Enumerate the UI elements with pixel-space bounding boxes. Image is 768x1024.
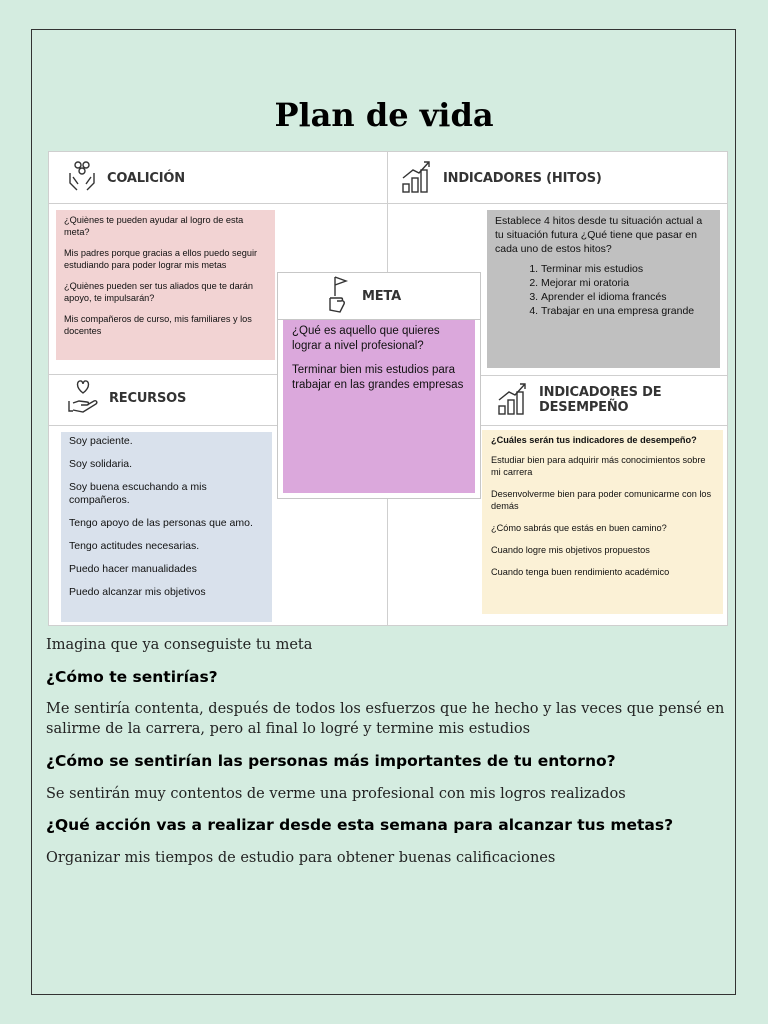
hitos-header <box>401 158 602 198</box>
canvas-left-header-divider <box>49 425 277 426</box>
flag-hand-icon <box>326 274 352 318</box>
hitos-intro: Establece 4 hitos desde tu situación actual a tu situación futura ¿Qué tiene que pasar en cada uno de estos hitos? <box>495 215 703 255</box>
heart-hand-icon <box>67 377 99 419</box>
hitos-header-label: INDICADORES (HITOS) <box>443 170 602 186</box>
question-2: ¿Cómo se sentirían las personas más importantes de tu entorno? <box>46 752 616 770</box>
recursos-header-label: RECURSOS <box>109 390 187 406</box>
coalicion-item: Mis padres porque gracias a ellos puedo seguir estudiando para poder lograr mis metas <box>64 248 258 270</box>
recursos-item: Soy paciente. <box>69 435 133 447</box>
canvas-right-mid-divider <box>481 375 728 376</box>
growth-chart-icon <box>497 380 529 420</box>
answer-2: Se sentirán muy contentos de verme una profesional con mis logros realizados <box>46 786 626 802</box>
desempeno-header <box>497 380 727 420</box>
meta-header-area <box>278 273 480 320</box>
hitos-list-item: 1. Terminar mis estudios <box>541 262 712 276</box>
hitos-list-item: 4. Trabajar en una empresa grande <box>541 304 712 318</box>
desempeno-item: Desenvolverme bien para poder comunicarme con los demás <box>491 489 712 511</box>
canvas-top-divider <box>49 203 728 204</box>
hitos-list <box>495 262 712 318</box>
hands-people-icon <box>67 159 97 197</box>
question-3: ¿Qué acción vas a realizar desde esta semana para alcanzar tus metas? <box>46 816 674 834</box>
reflection-intro: Imagina que ya conseguiste tu meta <box>46 637 313 653</box>
recursos-item: Soy buena escuchando a mis compañeros. <box>69 481 207 506</box>
coalicion-header-label: COALICIÓN <box>107 170 185 186</box>
coalicion-header <box>67 160 185 196</box>
page-title: Plan de vida <box>274 96 494 134</box>
coalicion-item: Mis compañeros de curso, mis familiares y los docentes <box>64 314 252 336</box>
meta-box <box>283 320 475 493</box>
coalicion-item: ¿Quiènes te pueden ayudar al logro de esta meta? <box>64 215 244 237</box>
answer-1: Me sentiría contenta, después de todos los esfuerzos que he hecho y las veces que pensé en salirme de la carrera, pero al final lo logré y termine mis estudios <box>46 701 725 737</box>
desempeno-item: Cuando logre mis objetivos propuestos <box>491 545 650 555</box>
recursos-item: Puedo alcanzar mis objetivos <box>69 586 206 598</box>
recursos-item: Soy solidaria. <box>69 458 133 470</box>
desempeno-item: ¿Cómo sabrás que estás en buen camino? <box>491 523 667 533</box>
recursos-item: Puedo hacer manualidades <box>69 563 197 575</box>
canvas-left-mid-divider <box>49 374 277 375</box>
hitos-list-item: 2. Mejorar mi oratoria <box>541 276 712 290</box>
meta-card <box>277 272 481 499</box>
coalicion-box <box>56 210 275 360</box>
canvas-right-header-divider <box>481 425 728 426</box>
desempeno-item: Cuando tenga buen rendimiento académico <box>491 567 670 577</box>
recursos-header <box>67 378 186 418</box>
meta-question: ¿Qué es aquello que quieres lograr a nivel profesional? <box>292 325 440 352</box>
question-1: ¿Cómo te sentirías? <box>46 668 218 686</box>
desempeno-item: Estudiar bien para adquirir más conocimientos sobre mi carrera <box>491 455 706 477</box>
meta-answer: Terminar bien mis estudios para trabajar en las grandes empresas <box>292 364 464 391</box>
answer-3: Organizar mis tiempos de estudio para obtener buenas calificaciones <box>46 850 556 866</box>
desempeno-question: ¿Cuáles serán tus indicadores de desempeño? <box>491 435 697 445</box>
meta-header <box>326 276 401 316</box>
recursos-item: Tengo actitudes necesarias. <box>69 540 200 552</box>
desempeno-header-label: INDICADORES DE DESEMPEÑO <box>539 385 662 415</box>
life-plan-canvas <box>48 151 728 626</box>
recursos-box <box>61 432 272 622</box>
hitos-box <box>487 210 720 368</box>
meta-header-label: META <box>362 288 401 304</box>
coalicion-item: ¿Quiènes pueden ser tus aliados que te darán apoyo, te impulsarán? <box>64 281 253 303</box>
recursos-item: Tengo apoyo de las personas que amo. <box>69 517 253 529</box>
growth-chart-icon <box>401 158 433 198</box>
desempeno-box <box>482 430 723 614</box>
hitos-list-item: 3. Aprender el idioma francés <box>541 290 712 304</box>
